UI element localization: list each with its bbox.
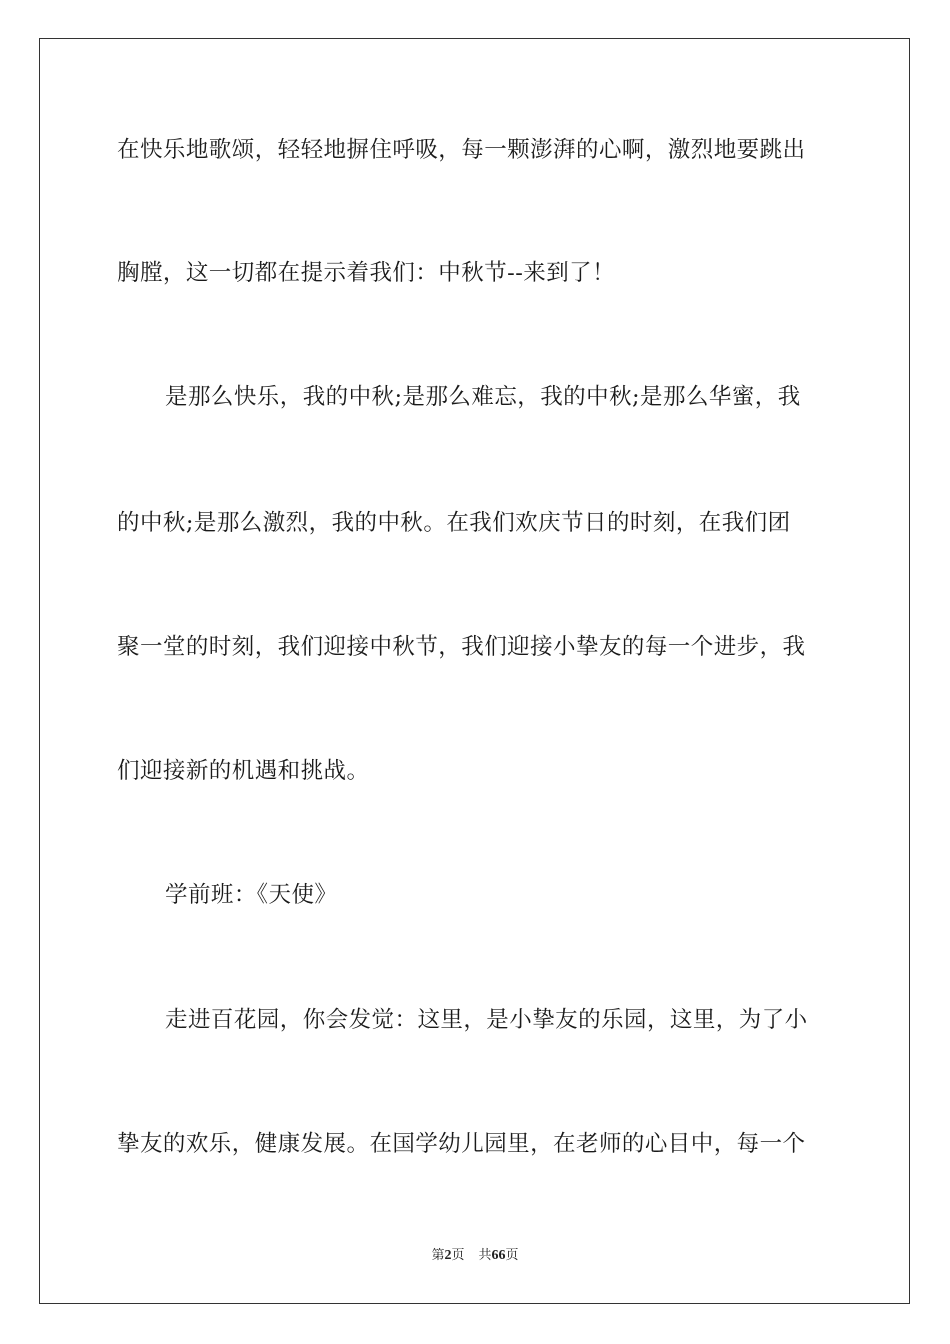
body-line-9: 挚友的欢乐，健康发展。在国学幼儿园里，在老师的心目中，每一个 xyxy=(117,1131,806,1157)
body-line-1: 在快乐地歌颂，轻轻地摒住呼吸，每一颗澎湃的心啊，激烈地要跳出 xyxy=(117,137,806,163)
body-line-6: 们迎接新的机遇和挑战。 xyxy=(117,758,370,784)
footer-total-prefix: 共 xyxy=(478,1248,492,1263)
footer-total-suffix: 页 xyxy=(505,1248,519,1263)
body-line-2: 胸膛，这一切都在提示着我们：中秋节--来到了！ xyxy=(117,260,616,286)
footer-page-suffix: 页 xyxy=(451,1248,465,1263)
section-heading: 学前班：《天使》 xyxy=(165,882,338,908)
page-footer xyxy=(0,1246,950,1266)
body-line-4: 的中秋;是那么激烈，我的中秋。在我们欢庆节日的时刻，在我们团 xyxy=(117,510,791,536)
page-border xyxy=(39,38,910,1304)
footer-page-number: 2 xyxy=(444,1248,452,1263)
footer-total-pages: 66 xyxy=(491,1248,506,1263)
body-line-3: 是那么快乐，我的中秋;是那么难忘，我的中秋;是那么华蜜，我 xyxy=(165,384,801,410)
body-line-8: 走进百花园，你会发觉：这里，是小挚友的乐园，这里，为了小 xyxy=(165,1007,808,1033)
footer-page-prefix: 第 xyxy=(431,1248,445,1263)
body-line-5: 聚一堂的时刻，我们迎接中秋节，我们迎接小挚友的每一个进步，我 xyxy=(117,634,806,660)
